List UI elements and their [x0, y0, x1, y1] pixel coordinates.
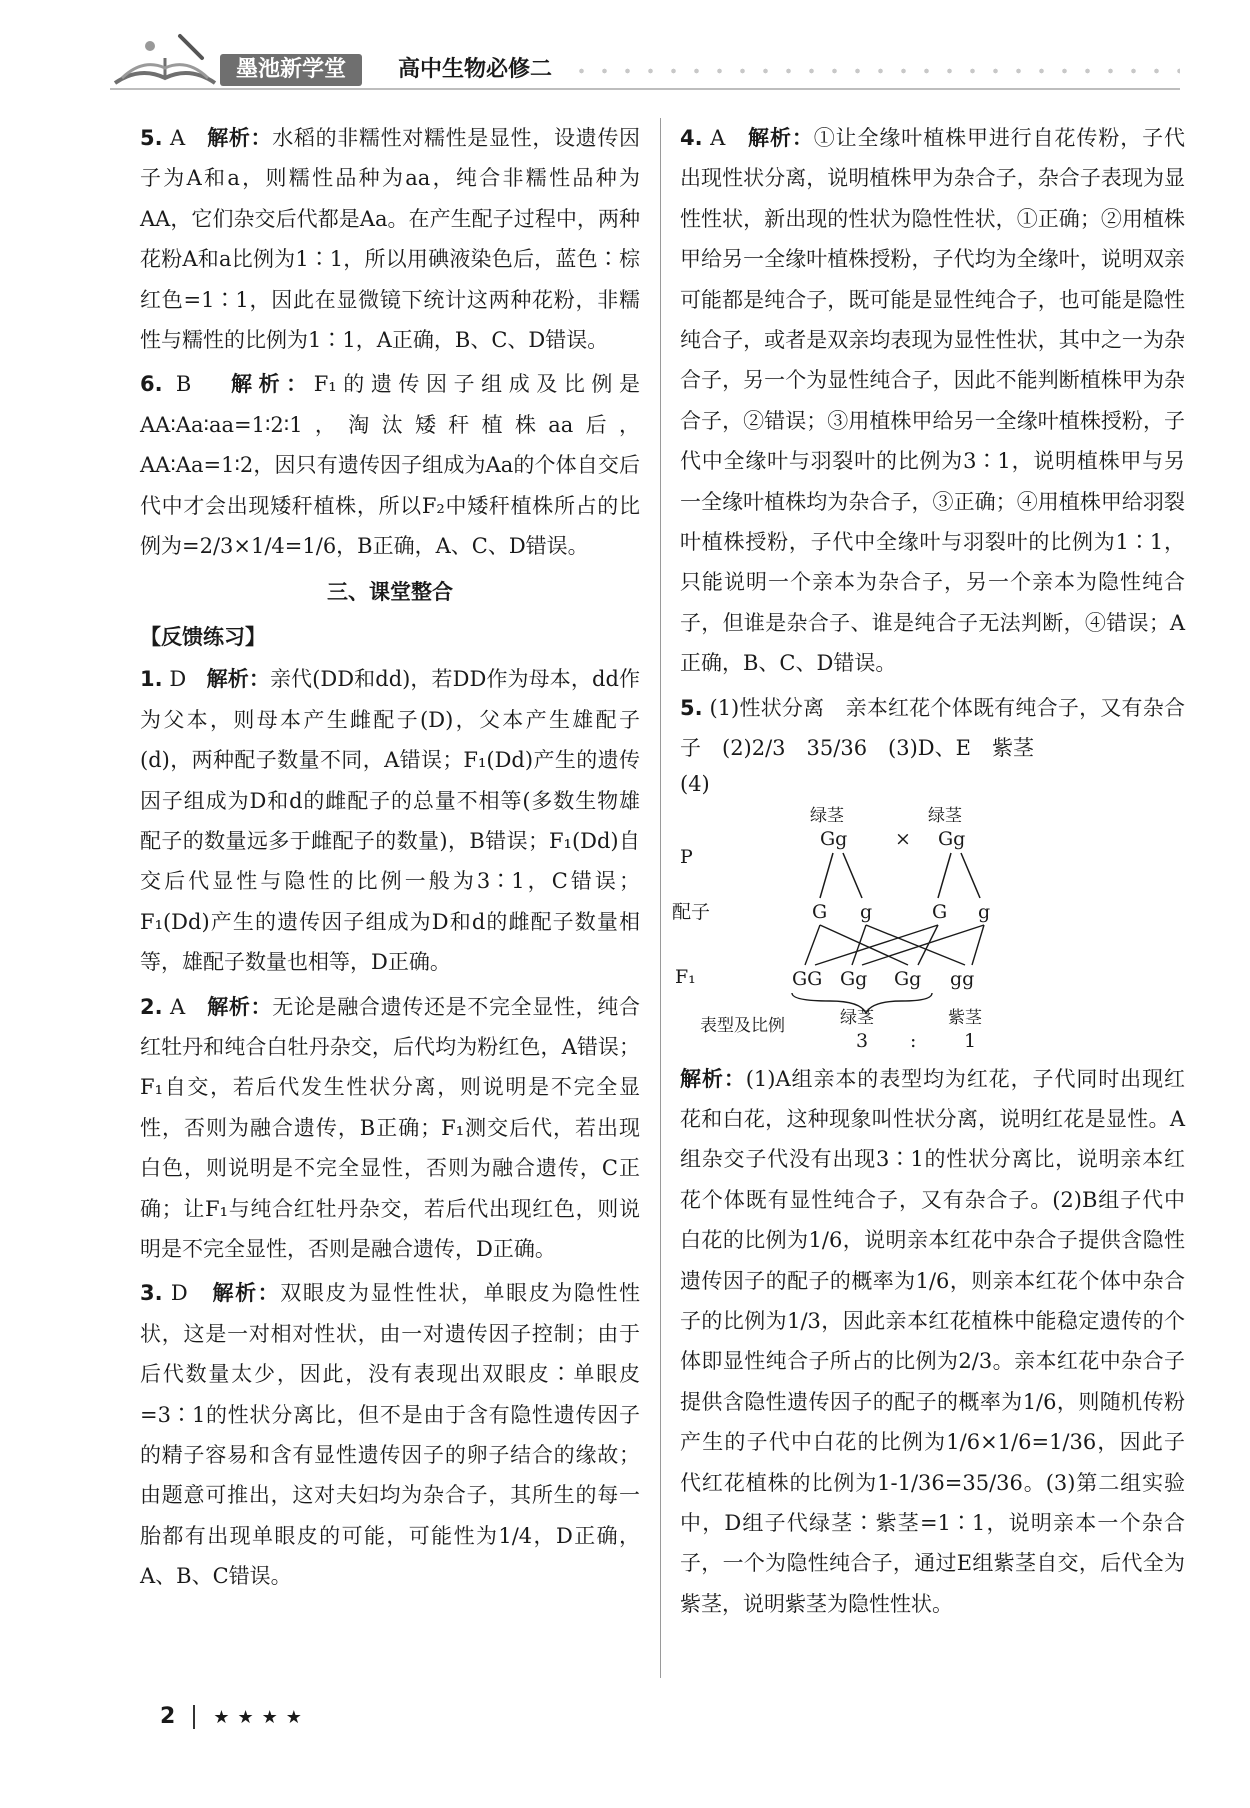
analysis-text: 水稻的非糯性对糯性是显性，设遗传因子为A和a，则糯性品种为aa，纯合非糯性品种为AA，它们杂交后代都是Aa。在产生配子过程中，两种花粉A和a比例为1∶1，所以用碘液染色后，蓝色∶棕红色=1∶1，因此在显微镜下统计这两种花粉，非糯性与糯性的比例为1∶1，A正确，B、C、D错误。 — [140, 126, 641, 353]
gamete: G — [812, 900, 828, 923]
section-title: 三、课堂整合 — [327, 580, 453, 605]
page-header — [0, 0, 1250, 110]
gamete: g — [978, 900, 991, 923]
ratio-colon: : — [910, 1029, 917, 1052]
right-column — [672, 118, 1186, 1628]
difficulty-stars-icon: ★★★★ — [213, 1707, 310, 1728]
header-rule — [110, 88, 1180, 90]
ratio-purple-value: 1 — [964, 1029, 977, 1052]
analysis-text: (1)A组亲本的表型均为红花，子代同时出现红花和白花，这种现象叫性状分离，说明红花是显性。A组杂交子代没有出现3∶1的性状分离比，说明亲本红花个体既有显性纯合子，又有杂合子。(2)B组子代中白花的比例为1/6，说明亲本红花中杂合子提供含隐性遗传因子的配子的概率为1/6，则亲本红花个体中杂合子的比例为1/3，因此亲本红花植株中能稳定遗传的个体即显性纯合子所占的比例为2/3。亲本红花中杂合子提供含隐性遗传因子的配子的概率为1/6，则随机传粉产生的子代中白花的比例为1/6×1/6=1/36，因此子代红花植株的比例为1-1/36=35/36。(3)第二组实验中，D组子代绿茎∶紫茎=1∶1，说明亲本一个杂合子，一个为隐性纯合子，通过E组紫茎自交，后代全为紫茎，说明紫茎为隐性性状。 — [680, 1066, 1185, 1616]
answer-item: 4. A 解析：①让全缘叶植株甲进行自花传粉，子代出现性状分离，说明植株甲为杂合子，杂合子表现为显性性状，新出现的性状为隐性性状，①正确；②用植株甲给另一全缘叶植株授粉，子代均为全缘叶，说明双亲可能都是纯合子，既可能是显性纯合子，也可能是隐性纯合子，或者是双亲均表现为显性性状，其中之一为杂合子，另一个为显性纯合子，因此不能判断植株甲为杂合子，②错误；③用植株甲给另一全缘叶植株授粉，子代中全缘叶与羽裂叶的比例为3∶1，说明植株甲与另一全缘叶植株均为杂合子，③正确；④用植株甲给羽裂叶植株授粉，子代中全缘叶与羽裂叶的比例为1∶1，只能说明一个亲本为杂合子，另一个亲本为隐性纯合子，但谁是杂合子、谁是纯合子无法判断，④错误；A正确，B、C、D错误。 — [680, 126, 1186, 676]
gamete-label: 配子 — [672, 900, 711, 923]
analysis-text: F₁的遗传因子组成及比例是AA∶Aa∶aa=1∶2∶1，淘汰矮秆植株aa后，AA∶Aa=1∶2，因只有遗传因子组成为Aa的个体自交后代中才会出现矮秆植株，所以F₂中矮秆植株所占的比例为=2/3×1/4=1/6，B正确，A、C、D错误。 — [140, 372, 640, 559]
gamete: G — [932, 900, 948, 923]
answer-item: 5. (1)性状分离 亲本红花个体既有纯合子，又有杂合子 (2)2/3 35/36 (3)D、E 紫茎 (4) — [680, 688, 1185, 799]
ratio-label: 表型及比例 — [700, 1015, 785, 1036]
parent1-genotype: Gg — [820, 827, 848, 850]
answer-item: 1. D 解析：亲代(DD和dd)，若DD作为母本，dd作为父本，则母本产生雌配子(D)，父本产生雄配子(d)，两种配子数量不同，A错误；F₁(Dd)产生的遗传因子组成为D和d的雌配子的总量不相等(多数生物雄配子的数量远多于雌配子的数量)，B错误；F₁(Dd)自交后代显性与隐性的比例一般为3∶1，C错误；F₁(Dd)产生的遗传因子组成为D和d的雌配子数量相等，雄配子数量也相等，D正确。 — [140, 667, 640, 975]
gamete: g — [860, 900, 873, 923]
parent1-phenotype: 绿茎 — [810, 805, 844, 826]
page-footer — [160, 1704, 310, 1729]
offspring-genotype: gg — [950, 967, 975, 990]
cross-symbol: × — [895, 827, 911, 850]
offspring-genotype: Gg — [894, 967, 922, 990]
footer-divider — [193, 1705, 195, 1729]
answer-item: 3. D 解析：双眼皮为显性性状，单眼皮为隐性性状，这是一对相对性状，由一对遗传因子控制；由于后代数量太少，因此，没有表现出双眼皮∶单眼皮=3∶1的性状分离比，但不是由于含有隐性遗传因子的精子容易和含有显性遗传因子的卵子结合的缘故；由题意可推出，这对夫妇均为杂合子，其所生的每一胎都有出现单眼皮的可能，可能性为1/4，D正确，A、B、C错误。 — [140, 1281, 641, 1589]
answer-item: 5. A 解析：水稻的非糯性对糯性是显性，设遗传因子为A和a，则糯性品种为aa，纯合非糯性品种为AA，它们杂交后代都是Aa。在产生配子过程中，两种花粉A和a比例为1∶1，所以用碘液染色后，蓝色∶棕红色=1∶1，因此在显微镜下统计这两种花粉，非糯性与糯性的比例为1∶1，A正确，B、C、D错误。 — [140, 126, 641, 353]
parent2-phenotype: 绿茎 — [928, 805, 962, 826]
answer-text: (1)性状分离 亲本红花个体既有纯合子，又有杂合子 (2)2/3 35/36 (3)D、E 紫茎 — [680, 695, 1185, 761]
analysis-text: 亲代(DD和dd)，若DD作为母本，dd作为父本，则母本产生雌配子(D)，父本产生雄配子(d)，两种配子数量不同，A错误；F₁(Dd)产生的遗传因子组成为D和d的雌配子的总量不相等(多数生物雄配子的数量远多于雌配子的数量)，B错误；F₁(Dd)自交后代显性与隐性的比例一般为3∶1，C错误；F₁(Dd)产生的遗传因子组成为D和d的雌配子数量相等，雄配子数量也相等，D正确。 — [140, 667, 640, 975]
offspring-genotype: GG — [792, 967, 823, 990]
part4-label: (4) — [680, 771, 710, 796]
f1-label: F₁ — [675, 965, 696, 988]
answer-item: 6. B 解析：F₁的遗传因子组成及比例是AA∶Aa∶aa=1∶2∶1，淘汰矮秆植株aa后，AA∶Aa=1∶2，因只有遗传因子组成为Aa的个体自交后代中才会出现矮秆植株，所以F₂中矮秆植株所占的比例为=2/3×1/4=1/6，B正确，A、C、D错误。 — [140, 372, 640, 559]
book-pen-logo-icon — [110, 28, 220, 90]
feedback-title: 【反馈练习】 — [140, 624, 266, 649]
cross-diagram-svg — [672, 803, 1185, 1053]
phenotype-purple: 紫茎 — [948, 1007, 982, 1028]
offspring-genotype: Gg — [840, 967, 868, 990]
analysis-text: ①让全缘叶植株甲进行自花传粉，子代出现性状分离，说明植株甲为杂合子，杂合子表现为显性性状，新出现的性状为隐性性状，①正确；②用植株甲给另一全缘叶植株授粉，子代均为全缘叶，说明双亲可能都是纯合子，既可能是显性纯合子，也可能是隐性纯合子，或者是双亲均表现为显性性状，其中之一为杂合子，另一个为显性纯合子，因此不能判断植株甲为杂合子，②错误；③用植株甲给另一全缘叶植株授粉，子代中全缘叶与羽裂叶的比例为3∶1，说明植株甲与另一全缘叶植株均为杂合子，③正确；④用植株甲给羽裂叶植株授粉，子代中全缘叶与羽裂叶的比例为1∶1，只能说明一个亲本为杂合子，另一个亲本为隐性纯合子，但谁是杂合子、谁是纯合子无法判断，④错误；A正确，B、C、D错误。 — [680, 126, 1186, 676]
brand-label: 墨池新学堂 — [220, 54, 362, 86]
answer-item: 2. A 解析：无论是融合遗传还是不完全显性，纯合红牡丹和纯合白牡丹杂交，后代均为粉红色，A错误；F₁自交，若后代发生性状分离，则说明是不完全显性，否则为融合遗传，B正确；F₁测交后代，若出现白色，则说明是不完全显性，否则为融合遗传，C正确；让F₁与纯合红牡丹杂交，若后代出现红色，则说明是不完全显性，否则是融合遗传，D正确。 — [140, 994, 641, 1261]
analysis-block: 解析：(1)A组亲本的表型均为红花，子代同时出现红花和白花，这种现象叫性状分离，说明红花是显性。A组杂交子代没有出现3∶1的性状分离比，说明亲本红花个体既有显性纯合子，又有杂合子。(2)B组子代中白花的比例为1/6，说明亲本红花中杂合子提供含隐性遗传因子的配子的概率为1/6，则亲本红花个体中杂合子的比例为1/3，因此亲本红花植株中能稳定遗传的个体即显性纯合子所占的比例为2/3。亲本红花中杂合子提供含隐性遗传因子的配子的概率为1/6，则随机传粉产生的子代中白花的比例为1/6×1/6=1/36，因此子代红花植株的比例为1-1/36=35/36。(3)第二组实验中，D组子代绿茎∶紫茎=1∶1，说明亲本一个杂合子，一个为隐性纯合子，通过E组紫茎自交，后代全为紫茎，说明紫茎为隐性性状。 — [680, 1066, 1185, 1616]
column-divider — [660, 118, 661, 1678]
book-title: 高中生物必修二 — [398, 57, 553, 82]
left-column — [140, 118, 640, 1601]
analysis-text: 无论是融合遗传还是不完全显性，纯合红牡丹和纯合白牡丹杂交，后代均为粉红色，A错误；F₁自交，若后代发生性状分离，则说明是不完全显性，否则为融合遗传，B正确；F₁测交后代，若出现白色，则说明是不完全显性，否则为融合遗传，C正确；让F₁与纯合红牡丹杂交，若后代出现红色，则说明是不完全显性，否则是融合遗传，D正确。 — [140, 994, 641, 1261]
p-label: P — [680, 845, 693, 868]
header-dot-decoration — [570, 68, 1180, 74]
page-number: 2 — [160, 1704, 176, 1729]
parent2-genotype: Gg — [938, 827, 966, 850]
ratio-green-value: 3 — [856, 1029, 869, 1052]
phenotype-green: 绿茎 — [840, 1007, 874, 1028]
analysis-text: 双眼皮为显性性状，单眼皮为隐性性状，这是一对相对性状，由一对遗传因子控制；由于后代数量太少，因此，没有表现出双眼皮∶单眼皮=3∶1的性状分离比，但不是由于含有隐性遗传因子的精子容易和含有显性遗传因子的卵子结合的缘故；由题意可推出，这对夫妇均为杂合子，其所生的每一胎都有出现单眼皮的可能，可能性为1/4，D正确，A、B、C错误。 — [140, 1281, 641, 1589]
genetic-cross-diagram — [672, 803, 1185, 1053]
